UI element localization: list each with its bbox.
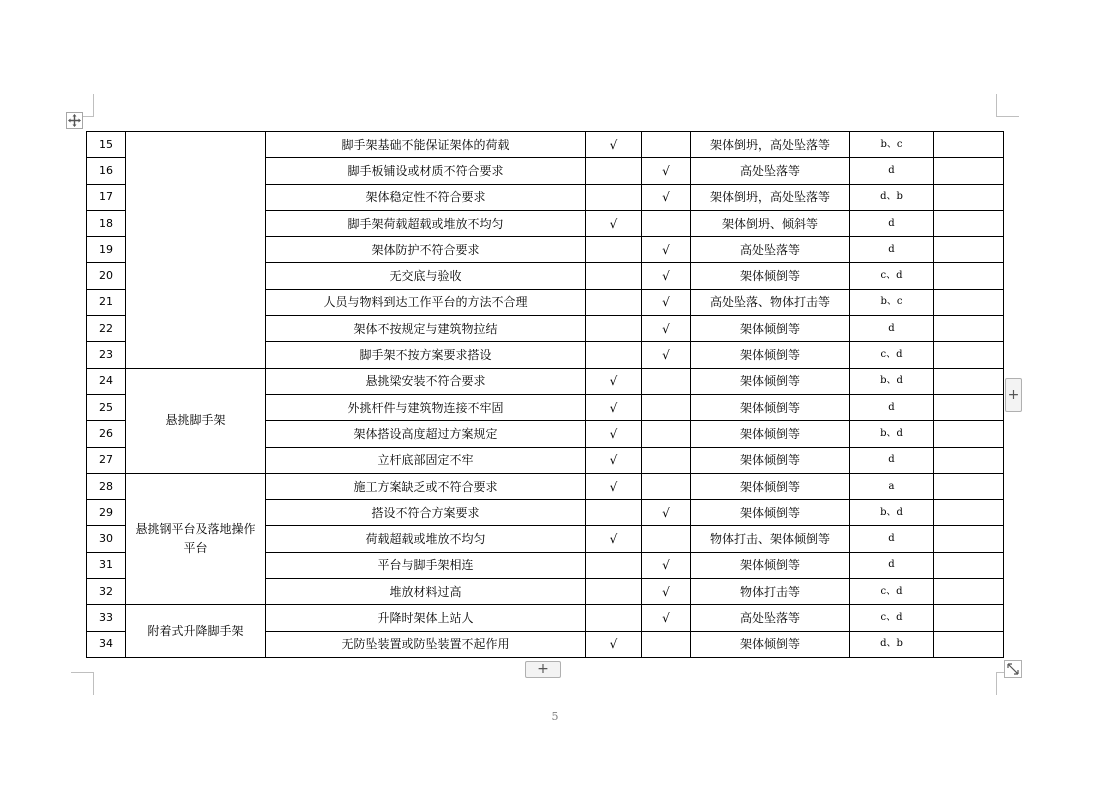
consequence-cell[interactable]: 物体打击、架体倾倒等	[691, 526, 850, 552]
consequence-cell[interactable]: 架体倾倒等	[691, 342, 850, 368]
row-number-cell[interactable]: 16	[87, 158, 126, 184]
consequence-cell[interactable]: 物体打击等	[691, 579, 850, 605]
level-cell[interactable]: d、b	[850, 631, 934, 657]
check-cell-b[interactable]: √	[642, 316, 691, 342]
note-cell[interactable]	[934, 263, 1004, 289]
row-number-cell[interactable]: 25	[87, 394, 126, 420]
note-cell[interactable]	[934, 210, 1004, 236]
check-cell-b[interactable]: √	[642, 552, 691, 578]
hazard-cell[interactable]: 脚手板铺设或材质不符合要求	[266, 158, 586, 184]
hazard-cell[interactable]: 架体稳定性不符合要求	[266, 184, 586, 210]
row-number-cell[interactable]: 19	[87, 237, 126, 263]
row-number-cell[interactable]: 15	[87, 132, 126, 158]
level-cell[interactable]: b、c	[850, 289, 934, 315]
consequence-cell[interactable]: 架体倾倒等	[691, 552, 850, 578]
note-cell[interactable]	[934, 631, 1004, 657]
level-cell[interactable]: d	[850, 210, 934, 236]
note-cell[interactable]	[934, 394, 1004, 420]
level-cell[interactable]: c、d	[850, 579, 934, 605]
note-cell[interactable]	[934, 158, 1004, 184]
risk-table	[86, 131, 1004, 658]
level-cell[interactable]: b、c	[850, 132, 934, 158]
page-number: 5	[551, 710, 559, 723]
row-number-cell[interactable]: 30	[87, 526, 126, 552]
note-cell[interactable]	[934, 447, 1004, 473]
check-cell-a[interactable]	[586, 184, 642, 210]
level-cell[interactable]: c、d	[850, 263, 934, 289]
hazard-cell[interactable]: 荷载超载或堆放不均匀	[266, 526, 586, 552]
check-cell-a[interactable]	[586, 579, 642, 605]
check-cell-b[interactable]: √	[642, 263, 691, 289]
note-cell[interactable]	[934, 605, 1004, 631]
level-cell[interactable]: d	[850, 526, 934, 552]
row-number-cell[interactable]: 26	[87, 421, 126, 447]
consequence-cell[interactable]: 高处坠落等	[691, 158, 850, 184]
row-number-cell[interactable]: 20	[87, 263, 126, 289]
level-cell[interactable]: b、d	[850, 500, 934, 526]
check-cell-a[interactable]: √	[586, 132, 642, 158]
consequence-cell[interactable]: 高处坠落等	[691, 605, 850, 631]
hazard-cell[interactable]: 脚手架不按方案要求搭设	[266, 342, 586, 368]
hazard-cell[interactable]: 无防坠装置或防坠装置不起作用	[266, 631, 586, 657]
check-cell-a[interactable]	[586, 316, 642, 342]
level-cell[interactable]: d	[850, 237, 934, 263]
hazard-cell[interactable]: 堆放材料过高	[266, 579, 586, 605]
consequence-cell[interactable]: 架体倾倒等	[691, 368, 850, 394]
check-cell-b[interactable]	[642, 132, 691, 158]
page-corner-top-right	[996, 94, 1019, 117]
row-number-cell[interactable]: 21	[87, 289, 126, 315]
check-cell-b[interactable]: √	[642, 500, 691, 526]
table-move-handle[interactable]	[66, 112, 83, 129]
hazard-cell[interactable]: 升降时架体上站人	[266, 605, 586, 631]
row-number-cell[interactable]: 34	[87, 631, 126, 657]
level-cell[interactable]: d	[850, 552, 934, 578]
consequence-cell[interactable]: 高处坠落等	[691, 237, 850, 263]
category-cell[interactable]: 悬挑钢平台及落地操作平台	[126, 473, 266, 604]
consequence-cell[interactable]: 架体倾倒等	[691, 263, 850, 289]
level-cell[interactable]: d	[850, 394, 934, 420]
note-cell[interactable]	[934, 237, 1004, 263]
hazard-cell[interactable]: 人员与物料到达工作平台的方法不合理	[266, 289, 586, 315]
note-cell[interactable]	[934, 579, 1004, 605]
check-cell-b[interactable]	[642, 368, 691, 394]
check-cell-a[interactable]: √	[586, 210, 642, 236]
check-cell-b[interactable]: √	[642, 342, 691, 368]
check-cell-a[interactable]	[586, 237, 642, 263]
hazard-cell[interactable]: 脚手架基础不能保证架体的荷载	[266, 132, 586, 158]
check-cell-b[interactable]	[642, 631, 691, 657]
row-number-cell[interactable]: 18	[87, 210, 126, 236]
hazard-cell[interactable]: 搭设不符合方案要求	[266, 500, 586, 526]
check-cell-a[interactable]	[586, 605, 642, 631]
check-cell-a[interactable]	[586, 500, 642, 526]
hazard-cell[interactable]: 立杆底部固定不牢	[266, 447, 586, 473]
row-number-cell[interactable]: 22	[87, 316, 126, 342]
table-row	[87, 368, 1004, 394]
note-cell[interactable]	[934, 368, 1004, 394]
resize-arrows-icon	[1005, 661, 1021, 677]
check-cell-a[interactable]	[586, 263, 642, 289]
level-cell[interactable]: d	[850, 316, 934, 342]
note-cell[interactable]	[934, 526, 1004, 552]
hazard-cell[interactable]: 平台与脚手架相连	[266, 552, 586, 578]
category-cell[interactable]: 悬挑脚手架	[126, 368, 266, 473]
hazard-cell[interactable]: 外挑杆件与建筑物连接不牢固	[266, 394, 586, 420]
hazard-cell[interactable]: 架体不按规定与建筑物拉结	[266, 316, 586, 342]
level-cell[interactable]: b、d	[850, 368, 934, 394]
row-number-cell[interactable]: 32	[87, 579, 126, 605]
check-cell-b[interactable]	[642, 394, 691, 420]
move-arrows-icon	[67, 113, 82, 128]
level-cell[interactable]: d	[850, 158, 934, 184]
note-cell[interactable]	[934, 421, 1004, 447]
check-cell-a[interactable]: √	[586, 368, 642, 394]
note-cell[interactable]	[934, 342, 1004, 368]
row-number-cell[interactable]: 28	[87, 473, 126, 499]
hazard-cell[interactable]: 架体防护不符合要求	[266, 237, 586, 263]
level-cell[interactable]: c、d	[850, 342, 934, 368]
consequence-cell[interactable]: 架体倾倒等	[691, 500, 850, 526]
row-number-cell[interactable]: 29	[87, 500, 126, 526]
check-cell-b[interactable]: √	[642, 289, 691, 315]
level-cell[interactable]: d	[850, 447, 934, 473]
check-cell-b[interactable]	[642, 421, 691, 447]
check-cell-b[interactable]: √	[642, 605, 691, 631]
table-row	[87, 473, 1004, 499]
hazard-cell[interactable]: 悬挑梁安装不符合要求	[266, 368, 586, 394]
add-column-button[interactable]: +	[1005, 378, 1022, 412]
level-cell[interactable]: b、d	[850, 421, 934, 447]
check-cell-b[interactable]: √	[642, 237, 691, 263]
row-number-cell[interactable]: 27	[87, 447, 126, 473]
row-number-cell[interactable]: 31	[87, 552, 126, 578]
check-cell-b[interactable]: √	[642, 579, 691, 605]
consequence-cell[interactable]: 架体倾倒等	[691, 447, 850, 473]
check-cell-b[interactable]	[642, 447, 691, 473]
check-cell-a[interactable]	[586, 342, 642, 368]
consequence-cell[interactable]: 高处坠落、物体打击等	[691, 289, 850, 315]
check-cell-a[interactable]	[586, 289, 642, 315]
row-number-cell[interactable]: 23	[87, 342, 126, 368]
hazard-cell[interactable]: 脚手架荷载超载或堆放不均匀	[266, 210, 586, 236]
category-cell[interactable]: 附着式升降脚手架	[126, 605, 266, 658]
hazard-cell[interactable]: 无交底与验收	[266, 263, 586, 289]
level-cell[interactable]: a	[850, 473, 934, 499]
table-resize-handle[interactable]	[1004, 660, 1022, 678]
note-cell[interactable]	[934, 184, 1004, 210]
consequence-cell[interactable]: 架体倒坍，高处坠落等	[691, 184, 850, 210]
check-cell-b[interactable]	[642, 473, 691, 499]
check-cell-a[interactable]: √	[586, 447, 642, 473]
consequence-cell[interactable]: 架体倾倒等	[691, 316, 850, 342]
check-cell-a[interactable]: √	[586, 394, 642, 420]
consequence-cell[interactable]: 架体倒坍、倾斜等	[691, 210, 850, 236]
check-cell-a[interactable]	[586, 158, 642, 184]
note-cell[interactable]	[934, 500, 1004, 526]
consequence-cell[interactable]: 架体倾倒等	[691, 473, 850, 499]
check-cell-a[interactable]: √	[586, 473, 642, 499]
check-cell-b[interactable]: √	[642, 158, 691, 184]
note-cell[interactable]	[934, 316, 1004, 342]
note-cell[interactable]	[934, 473, 1004, 499]
check-cell-a[interactable]: √	[586, 421, 642, 447]
table-row	[87, 605, 1004, 631]
check-cell-a[interactable]: √	[586, 526, 642, 552]
row-number-cell[interactable]: 24	[87, 368, 126, 394]
page-corner-bottom-left	[71, 672, 94, 695]
add-row-button[interactable]: +	[525, 661, 561, 678]
check-cell-b[interactable]	[642, 210, 691, 236]
row-number-cell[interactable]: 17	[87, 184, 126, 210]
note-cell[interactable]	[934, 552, 1004, 578]
check-cell-a[interactable]: √	[586, 631, 642, 657]
check-cell-b[interactable]: √	[642, 184, 691, 210]
consequence-cell[interactable]: 架体倾倒等	[691, 631, 850, 657]
consequence-cell[interactable]: 架体倾倒等	[691, 421, 850, 447]
check-cell-b[interactable]	[642, 526, 691, 552]
consequence-cell[interactable]: 架体倒坍，高处坠落等	[691, 132, 850, 158]
note-cell[interactable]	[934, 132, 1004, 158]
note-cell[interactable]	[934, 289, 1004, 315]
hazard-cell[interactable]: 架体搭设高度超过方案规定	[266, 421, 586, 447]
row-number-cell[interactable]: 33	[87, 605, 126, 631]
category-cell[interactable]	[126, 132, 266, 369]
consequence-cell[interactable]: 架体倾倒等	[691, 394, 850, 420]
level-cell[interactable]: d、b	[850, 184, 934, 210]
check-cell-a[interactable]	[586, 552, 642, 578]
level-cell[interactable]: c、d	[850, 605, 934, 631]
table-row	[87, 132, 1004, 158]
hazard-cell[interactable]: 施工方案缺乏或不符合要求	[266, 473, 586, 499]
